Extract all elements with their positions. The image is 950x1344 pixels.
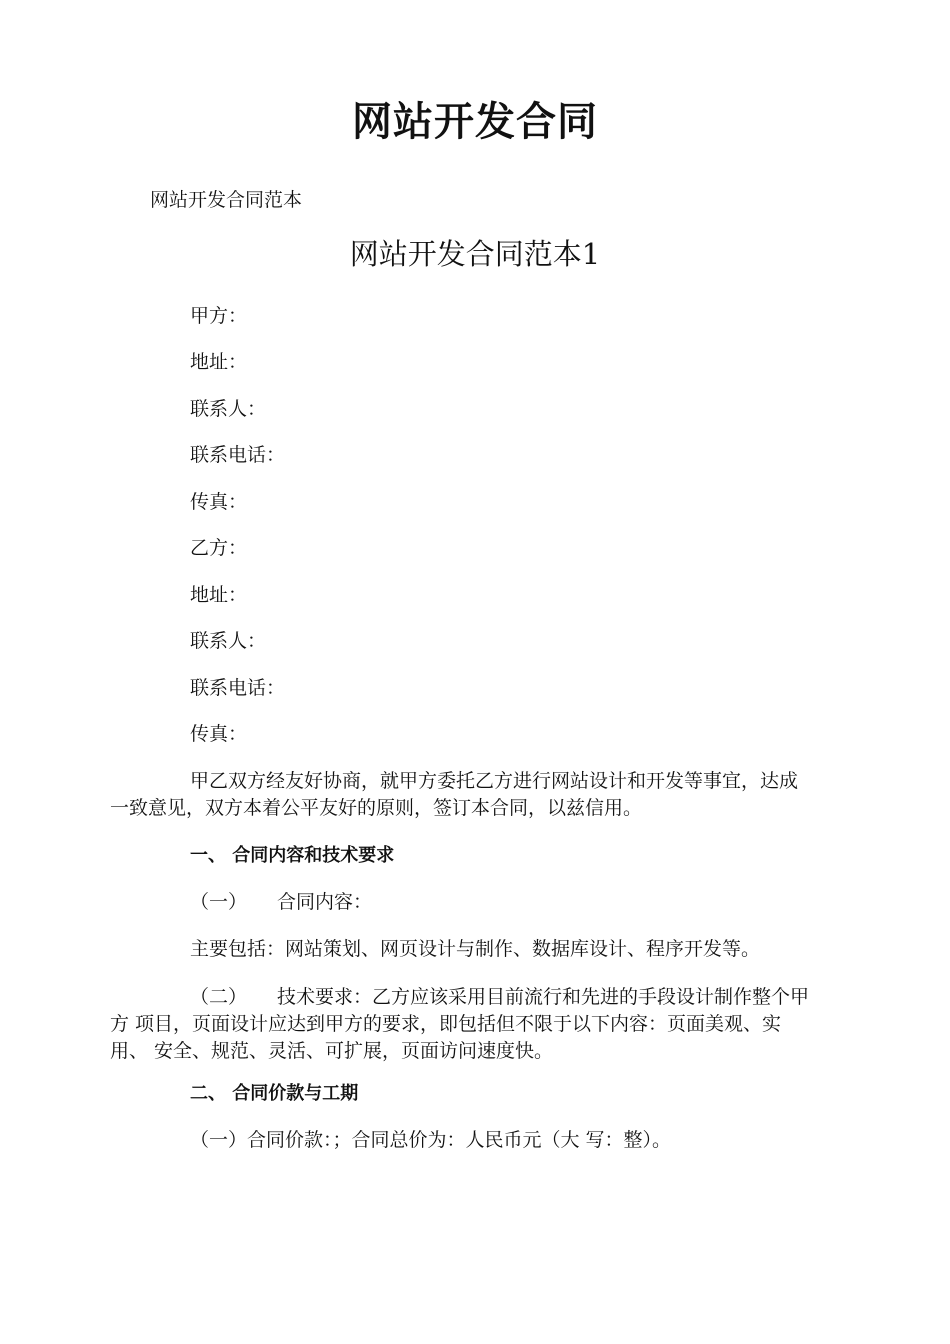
item-2-line: 方 项目，页面设计应达到甲方的要求，即包括但不限于以下内容：页面美观、实: [110, 1013, 782, 1035]
document-title: 网站开发合同: [352, 99, 598, 145]
section-1-item-1-body: 主要包括：网站策划、网页设计与制作、数据库设计、程序开发等。: [190, 938, 761, 960]
party-b-fax-label: 传真：: [190, 723, 248, 745]
intro-paragraph: [110, 768, 842, 822]
party-b-address-label: 地址：: [190, 584, 248, 606]
party-a-contact-label: 联系人：: [190, 398, 267, 420]
section-2-item-1: （一）合同价款：；合同总价为：人民币元（大 写：整）。: [190, 1129, 672, 1151]
section-2-heading: 二、 合同价款与工期: [190, 1083, 359, 1104]
item-2-line: 用、 安全、规范、灵活、可扩展，页面访问速度快。: [110, 1040, 554, 1062]
section-1-item-1: [190, 888, 372, 916]
party-a-address-label: 地址：: [190, 351, 248, 373]
intro-line: 一致意见，双方本着公平友好的原则，签订本合同，以兹信用。: [110, 797, 643, 819]
party-a-label: 甲方：: [190, 305, 248, 327]
party-b-contact-label: 联系人：: [190, 630, 267, 652]
template-heading: 网站开发合同范本1: [349, 237, 601, 271]
party-a-phone-label: 联系电话：: [190, 444, 286, 466]
section-1-item-2: [110, 984, 842, 1065]
party-a-fax-label: 传真：: [190, 491, 248, 513]
item-number: （一）: [190, 891, 248, 913]
item-number: （二）: [190, 986, 248, 1008]
item-label: 合同内容：: [277, 891, 373, 913]
document-subtitle: 网站开发合同范本: [150, 189, 303, 211]
party-b-label: 乙方：: [190, 537, 248, 559]
item-2-line: （二） 技术要求：乙方应该采用目前流行和先进的手段设计制作整个甲: [190, 986, 810, 1008]
party-b-phone-label: 联系电话：: [190, 677, 286, 699]
intro-line: 甲乙双方经友好协商，就甲方委托乙方进行网站设计和开发等事宜，达成: [190, 770, 799, 792]
section-1-heading: 一、 合同内容和技术要求: [190, 845, 395, 866]
